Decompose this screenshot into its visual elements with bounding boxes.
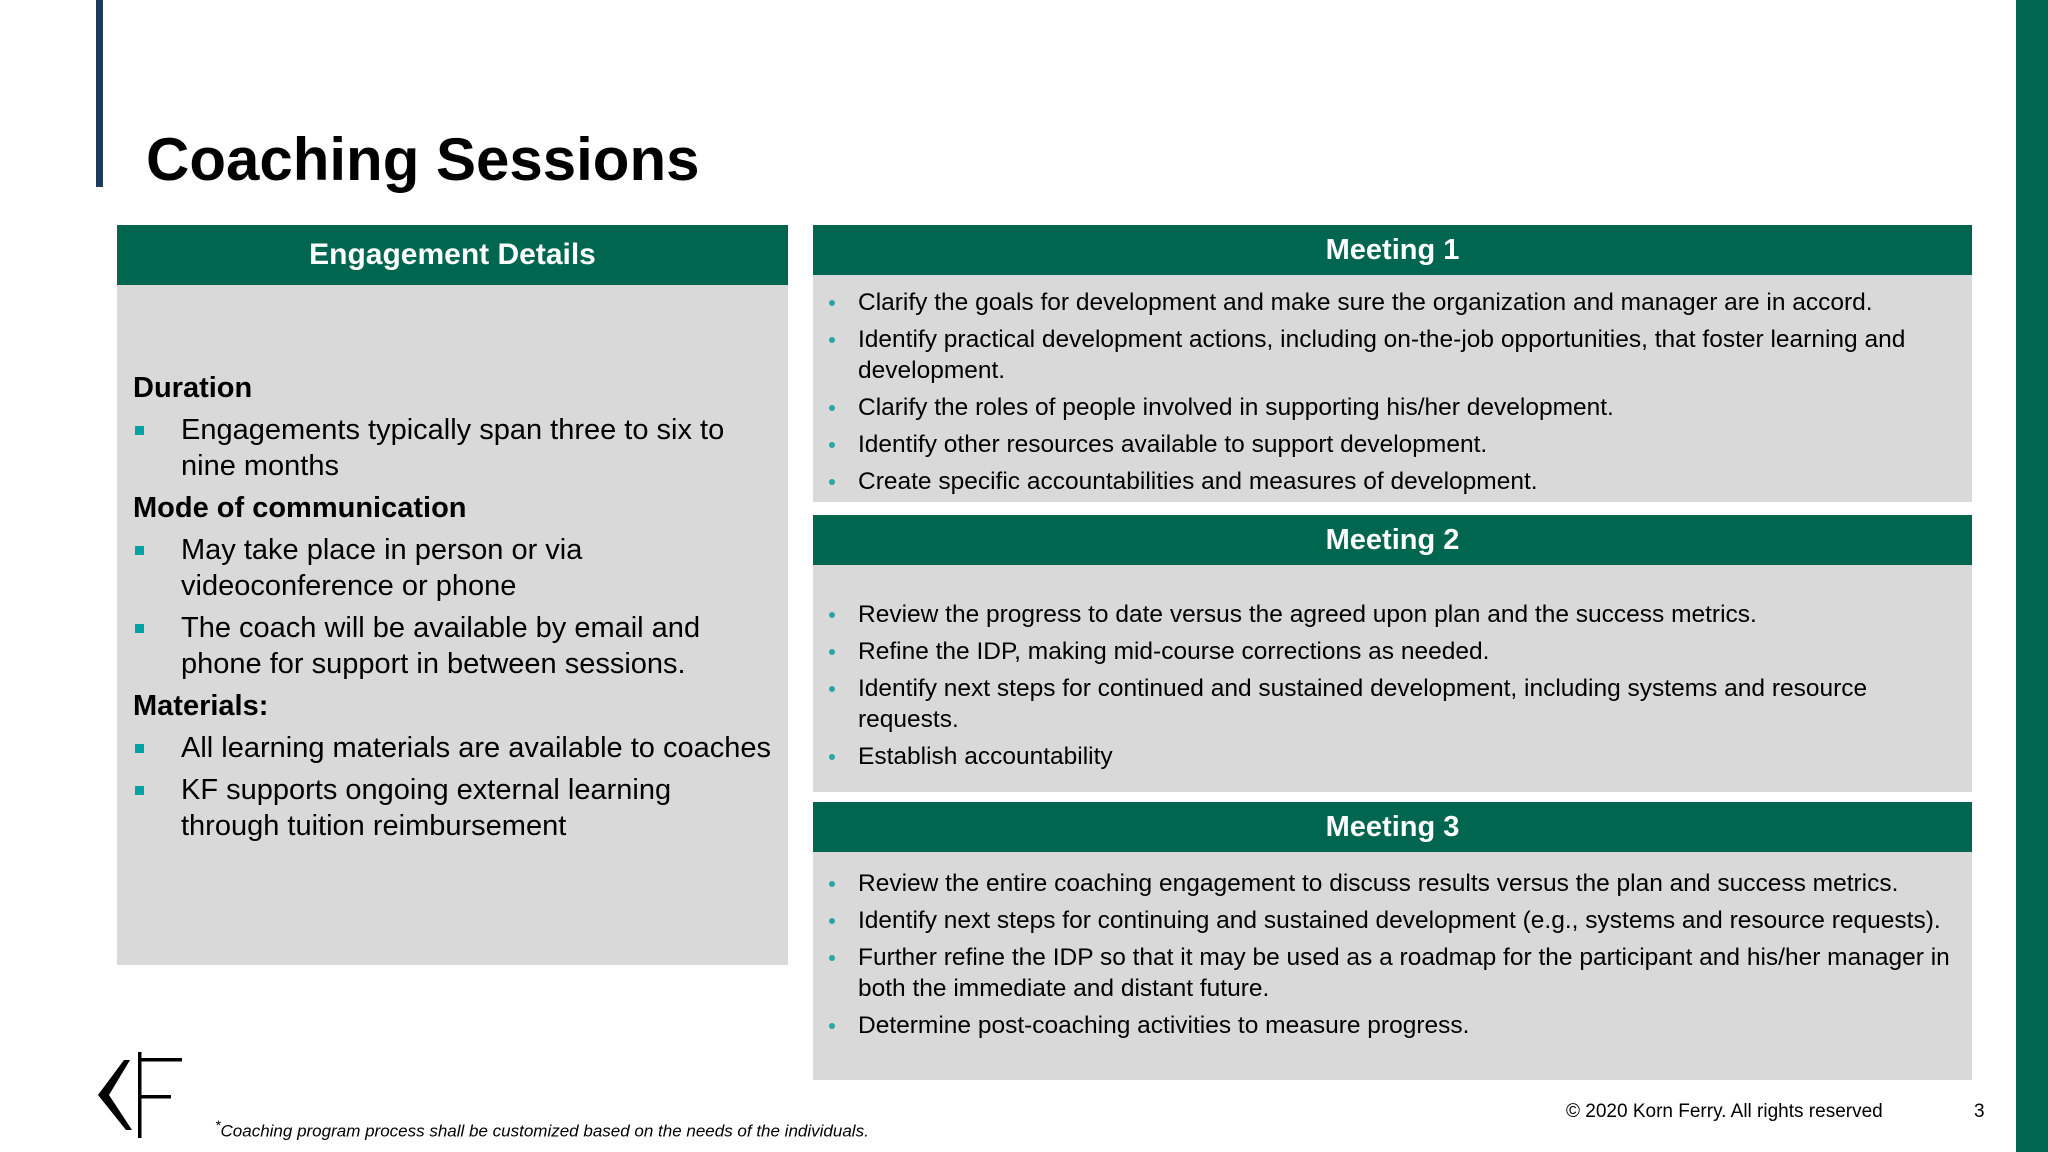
dot-bullet-icon bbox=[829, 686, 835, 692]
materials-heading: Materials: bbox=[133, 690, 269, 722]
footnote bbox=[215, 1118, 869, 1142]
list-item-text: Identify next steps for continuing and sustained development (e.g., systems and resource requests). bbox=[858, 907, 1941, 934]
dot-bullet-icon bbox=[829, 649, 835, 655]
list-item bbox=[133, 412, 773, 484]
list-item-text: Establish accountability bbox=[858, 743, 1113, 770]
footnote-text: Coaching program process shall be customized based on the needs of the individuals. bbox=[220, 1121, 869, 1141]
list-item-text: Clarify the roles of people involved in supporting his/her development. bbox=[858, 394, 1614, 421]
engagement-details-body bbox=[133, 370, 773, 850]
list-item-text: May take place in person or via videoconference or phone bbox=[181, 534, 583, 602]
dot-bullet-icon bbox=[829, 337, 835, 343]
list-item bbox=[858, 1010, 1954, 1041]
duration-heading: Duration bbox=[133, 372, 253, 404]
square-bullet-icon bbox=[135, 624, 144, 633]
list-item bbox=[858, 466, 1954, 497]
dot-bullet-icon bbox=[829, 754, 835, 760]
meeting-2-header: Meeting 2 bbox=[813, 515, 1972, 565]
footnote-marker: * bbox=[215, 1118, 221, 1134]
slide-title: Coaching Sessions bbox=[146, 126, 700, 193]
dot-bullet-icon bbox=[829, 300, 835, 306]
dot-bullet-icon bbox=[829, 1023, 835, 1029]
dot-bullet-icon bbox=[829, 881, 835, 887]
mode-heading: Mode of communication bbox=[133, 492, 467, 524]
list-item-text: Further refine the IDP so that it may be used as a roadmap for the participant and his/her manager in both the immediate and distant future. bbox=[858, 944, 1950, 1002]
list-item-text: Identify next steps for continued and sustained development, including systems and resource requests. bbox=[858, 675, 1868, 733]
meeting-2-panel bbox=[813, 515, 1972, 792]
meeting-1-header: Meeting 1 bbox=[813, 225, 1972, 275]
list-item-text: Clarify the goals for development and make sure the organization and manager are in accord. bbox=[858, 289, 1873, 316]
page-number: 3 bbox=[1974, 1101, 1985, 1122]
dot-bullet-icon bbox=[829, 955, 835, 961]
list-item bbox=[858, 636, 1954, 667]
meeting-2-list bbox=[813, 599, 1972, 772]
kf-logo-icon bbox=[94, 1052, 186, 1138]
list-item-text: KF supports ongoing external learning through tuition reimbursement bbox=[181, 774, 672, 842]
list-item-text: Engagements typically span three to six to nine months bbox=[181, 414, 725, 482]
list-item bbox=[133, 532, 773, 604]
list-item bbox=[858, 429, 1954, 460]
list-item bbox=[858, 868, 1954, 899]
list-item bbox=[858, 599, 1954, 630]
list-item bbox=[858, 324, 1954, 386]
list-item-text: Identify other resources available to support development. bbox=[858, 431, 1488, 458]
engagement-details-panel bbox=[117, 225, 788, 965]
list-item bbox=[858, 741, 1954, 772]
dot-bullet-icon bbox=[829, 442, 835, 448]
meeting-1-list bbox=[813, 287, 1972, 497]
list-item bbox=[133, 772, 773, 844]
list-item-text: Determine post-coaching activities to measure progress. bbox=[858, 1012, 1470, 1039]
list-item bbox=[858, 287, 1954, 318]
list-item bbox=[858, 673, 1954, 735]
meeting-3-panel bbox=[813, 802, 1972, 1080]
dot-bullet-icon bbox=[829, 405, 835, 411]
engagement-details-header: Engagement Details bbox=[117, 225, 788, 285]
dot-bullet-icon bbox=[829, 918, 835, 924]
right-accent-stripe bbox=[2016, 0, 2048, 1152]
list-item-text: Create specific accountabilities and measures of development. bbox=[858, 468, 1538, 495]
list-item bbox=[133, 610, 773, 682]
list-item-text: All learning materials are available to coaches bbox=[181, 732, 771, 764]
list-item bbox=[858, 905, 1954, 936]
square-bullet-icon bbox=[135, 786, 144, 795]
title-accent-bar bbox=[96, 0, 103, 187]
list-item-text: Review the progress to date versus the agreed upon plan and the success metrics. bbox=[858, 601, 1757, 628]
list-item bbox=[858, 392, 1954, 423]
meeting-3-list bbox=[813, 868, 1972, 1041]
list-item bbox=[858, 942, 1954, 1004]
list-item-text: Identify practical development actions, including on-the-job opportunities, that foster learning and development. bbox=[858, 326, 1906, 384]
dot-bullet-icon bbox=[829, 612, 835, 618]
copyright-text: © 2020 Korn Ferry. All rights reserved bbox=[1566, 1101, 1883, 1122]
dot-bullet-icon bbox=[829, 479, 835, 485]
square-bullet-icon bbox=[135, 744, 144, 753]
list-item-text: The coach will be available by email and phone for support in between sessions. bbox=[181, 612, 701, 680]
list-item-text: Review the entire coaching engagement to discuss results versus the plan and success metrics. bbox=[858, 870, 1899, 897]
square-bullet-icon bbox=[135, 426, 144, 435]
meeting-1-panel bbox=[813, 225, 1972, 502]
meeting-3-header: Meeting 3 bbox=[813, 802, 1972, 852]
list-item bbox=[133, 730, 773, 766]
list-item-text: Refine the IDP, making mid-course corrections as needed. bbox=[858, 638, 1490, 665]
square-bullet-icon bbox=[135, 546, 144, 555]
